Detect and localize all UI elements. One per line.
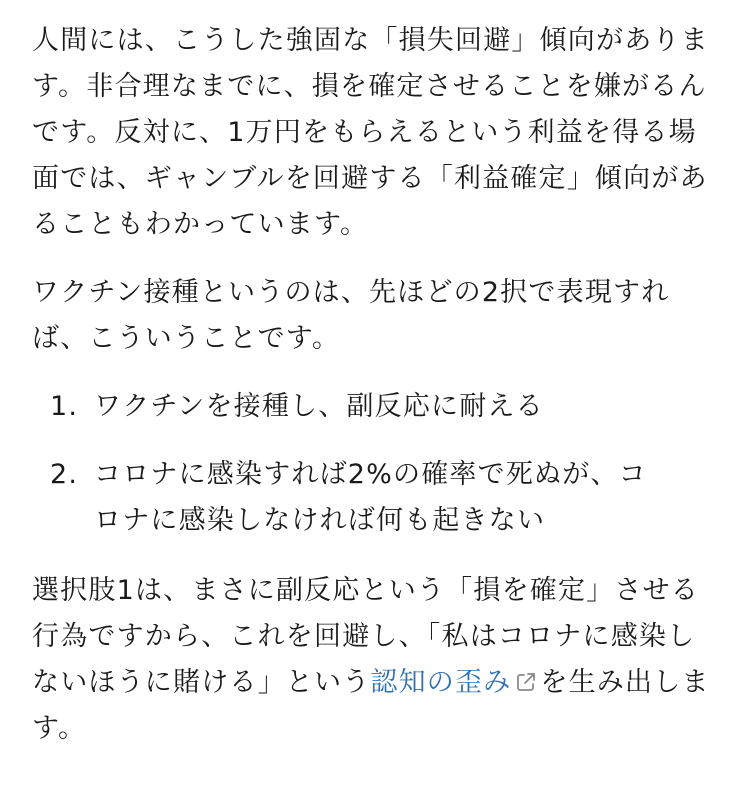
list-item-option-1 <box>32 384 722 430</box>
list-item-option-2 <box>32 452 722 544</box>
paragraph-loss-aversion <box>32 18 722 248</box>
list-item-text: ロナに感染しなければ何も起きない <box>94 505 546 536</box>
text-line: す。非合理なまでに、損を確定させることを嫌がるん <box>32 71 707 102</box>
list-item-number: 2. <box>50 459 79 490</box>
text-line-with-link <box>32 660 722 706</box>
list-item-number: 1. <box>50 391 79 422</box>
article-body <box>32 18 722 774</box>
text-line: です。反対に、1万円をもらえるという利益を得る場 <box>32 117 697 148</box>
text-line: 行為ですから、これを回避し、「私はコロナに感染し <box>32 621 696 652</box>
text-line: ることもわかっています。 <box>32 209 369 240</box>
text-line: 選択肢1は、まさに副反応という「損を確定」させる <box>32 575 699 606</box>
text-segment: ないほうに賭ける」という <box>32 667 371 698</box>
text-line: 面では、ギャンブルを回避する「利益確定」傾向があ <box>32 163 708 194</box>
text-line: 人間には、こうした強固な「損失回避」傾向がありま <box>32 25 709 56</box>
list-item-text: コロナに感染すれば2%の確率で死ぬが、コ <box>94 459 647 490</box>
cognitive-bias-link[interactable]: 認知の歪み <box>370 667 512 698</box>
paragraph-vaccination-choice <box>32 270 722 362</box>
text-line: ワクチン接種というのは、先ほどの2択で表現すれ <box>32 277 670 308</box>
text-segment: を生み出しま <box>540 667 710 698</box>
list-item-text: ワクチンを接種し、副反応に耐える <box>94 391 544 422</box>
text-line: ば、こういうことです。 <box>32 323 341 354</box>
text-line: す。 <box>32 713 87 744</box>
options-list <box>32 384 722 544</box>
paragraph-cognitive-bias <box>32 568 722 752</box>
external-link-icon[interactable] <box>515 671 537 693</box>
